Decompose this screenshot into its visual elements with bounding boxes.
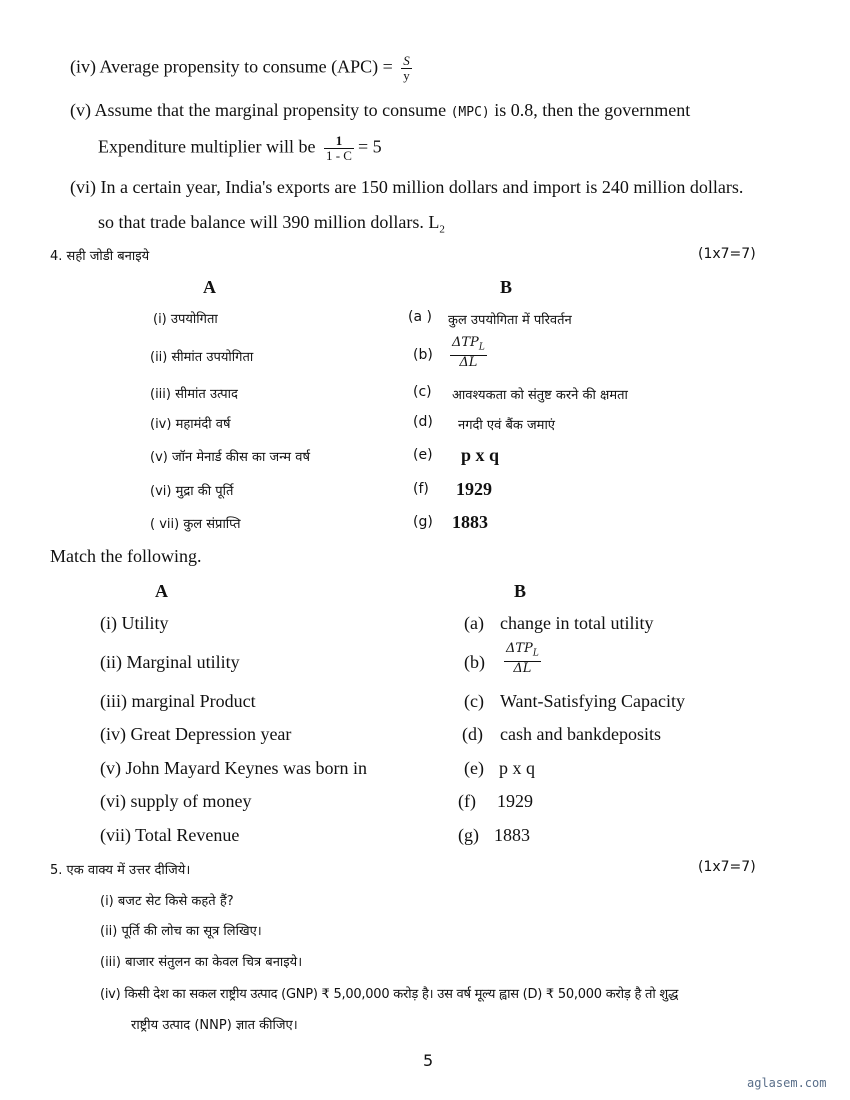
match-left-item: (ii) Marginal utility xyxy=(100,652,240,672)
dtp-fraction xyxy=(450,336,487,370)
q4-left-item: ( vii) कुल संप्राप्ति xyxy=(150,517,241,532)
q5-item: (i) बजट सेट किसे कहते हैं? xyxy=(100,894,234,909)
q5-item: (iv) किसी देश का सकल राष्ट्रीय उत्पाद (GNP) ₹ 5,00,000 करोड़ है। उस वर्ष मूल्य ह्वास (D) ₹ 50,000 करोड़ है तो शुद्ध xyxy=(100,987,679,1002)
apc-fraction xyxy=(401,54,412,83)
q5-marks: (1x7=7) xyxy=(698,859,756,875)
match-right-letter: (d) xyxy=(462,724,483,744)
fraction-denominator: ΔL xyxy=(513,660,532,676)
fraction-denominator: 1 - C xyxy=(325,148,352,163)
statement-v-mpc: (MPC) xyxy=(450,105,490,120)
fraction-numerator: ΔTP xyxy=(452,335,479,350)
q4-right-letter: (c) xyxy=(413,384,432,400)
q5-item-continuation: राष्ट्रीय उत्पाद (NNP) ज्ञात कीजिए। xyxy=(131,1018,298,1033)
page-number: 5 xyxy=(423,1051,434,1070)
match-right-letter: (g) xyxy=(458,825,479,845)
match-right-letter: (b) xyxy=(464,652,485,672)
q4-right-item: नगदी एवं बैंक जमाएं xyxy=(458,418,556,433)
fraction-numerator: ΔTP xyxy=(506,641,533,656)
q4-right-letter: (f) xyxy=(413,481,429,497)
match-right-item: cash and bankdeposits xyxy=(500,724,661,744)
match-left-item: (i) Utility xyxy=(100,613,169,633)
q4-left-item: (vi) मुद्रा की पूर्ति xyxy=(150,484,234,499)
statement-v-text-a: (v) Assume that the marginal propensity to consume xyxy=(70,100,447,120)
q4-right-item: कुल उपयोगिता में परिवर्तन xyxy=(448,313,572,328)
match-left-item: (vii) Total Revenue xyxy=(100,825,240,845)
match-left-item: (v) John Mayard Keynes was born in xyxy=(100,758,367,778)
q4-right-item: p x q xyxy=(461,445,500,465)
match-right-item: Want-Satisfying Capacity xyxy=(500,691,686,711)
q4-right-item: 1929 xyxy=(456,479,492,499)
q5-heading: 5. एक वाक्य में उत्तर दीजिये। xyxy=(50,863,191,878)
q4-right-letter: (d) xyxy=(413,414,433,430)
statement-v-text-2b: = 5 xyxy=(357,136,382,157)
statement-vi-line1: (vi) In a certain year, India's exports are 150 million dollars and import is 240 million dollars. xyxy=(70,177,744,197)
fraction-denominator: ΔL xyxy=(459,354,478,370)
q4-right-letter: (a ) xyxy=(408,309,432,325)
q4-heading: 4. सही जोडी बनाइये xyxy=(50,249,150,264)
match-left-item: (iv) Great Depression year xyxy=(100,724,292,744)
statement-iv xyxy=(70,54,416,83)
match-right-item xyxy=(500,642,545,676)
q4-marks: (1x7=7) xyxy=(698,246,756,262)
match-left-item: (iii) marginal Product xyxy=(100,691,256,711)
statement-iv-text: (iv) Average propensity to consume (APC) = xyxy=(70,56,393,77)
match-right-item: p x q xyxy=(499,758,535,778)
fraction-denominator: y xyxy=(403,68,410,83)
subscript: 2 xyxy=(439,223,445,236)
q4-left-item: (v) जॉन मेनार्ड कीस का जन्म वर्ष xyxy=(150,450,310,465)
match-right-letter: (e) xyxy=(464,758,484,778)
watermark: aglasem.com xyxy=(747,1076,827,1090)
q4-left-item: (ii) सीमांत उपयोगिता xyxy=(150,350,254,365)
match-column-b: B xyxy=(514,581,527,601)
q4-right-letter: (e) xyxy=(413,447,433,463)
match-right-letter: (f) xyxy=(458,791,476,811)
match-left-item: (vi) supply of money xyxy=(100,791,252,811)
match-right-letter: (c) xyxy=(464,691,484,711)
statement-vi-line2 xyxy=(98,212,445,236)
q4-right-item xyxy=(446,336,491,370)
statement-v-line2 xyxy=(98,134,382,163)
q4-left-item: (iii) सीमांत उत्पाद xyxy=(150,387,238,402)
q4-left-item: (i) उपयोगिता xyxy=(153,312,218,327)
statement-v-text-2a: Expenditure multiplier will be xyxy=(98,136,316,157)
match-column-a: A xyxy=(155,581,168,601)
q4-right-item: आवश्यकता को संतुष्ट करने की क्षमता xyxy=(452,388,628,403)
fraction-numerator: 1 xyxy=(324,134,354,149)
q4-right-item: 1883 xyxy=(452,512,488,532)
match-heading: Match the following. xyxy=(50,546,202,566)
match-right-item: 1883 xyxy=(494,825,530,845)
q4-left-item: (iv) महामंदी वर्ष xyxy=(150,417,231,432)
q4-column-b: B xyxy=(500,277,513,297)
q5-item: (iii) बाजार संतुलन का केवल चित्र बनाइये। xyxy=(100,955,303,970)
statement-v-line1 xyxy=(70,100,690,121)
multiplier-fraction xyxy=(324,134,354,163)
statement-v-text-c: is 0.8, then the government xyxy=(494,100,691,120)
subscript: L xyxy=(532,648,539,659)
q4-right-letter: (b) xyxy=(413,347,433,363)
match-right-item: 1929 xyxy=(497,791,533,811)
match-right-item: change in total utility xyxy=(500,613,654,633)
fraction-numerator: S xyxy=(403,53,410,68)
dtp-fraction xyxy=(504,642,541,676)
q4-right-letter: (g) xyxy=(413,514,433,530)
q4-column-a: A xyxy=(203,277,216,297)
q5-item: (ii) पूर्ति की लोच का सूत्र लिखिए। xyxy=(100,924,262,939)
subscript: L xyxy=(478,342,485,353)
match-right-letter: (a) xyxy=(464,613,484,633)
statement-vi-text: so that trade balance will 390 million dollars. L xyxy=(98,212,440,232)
